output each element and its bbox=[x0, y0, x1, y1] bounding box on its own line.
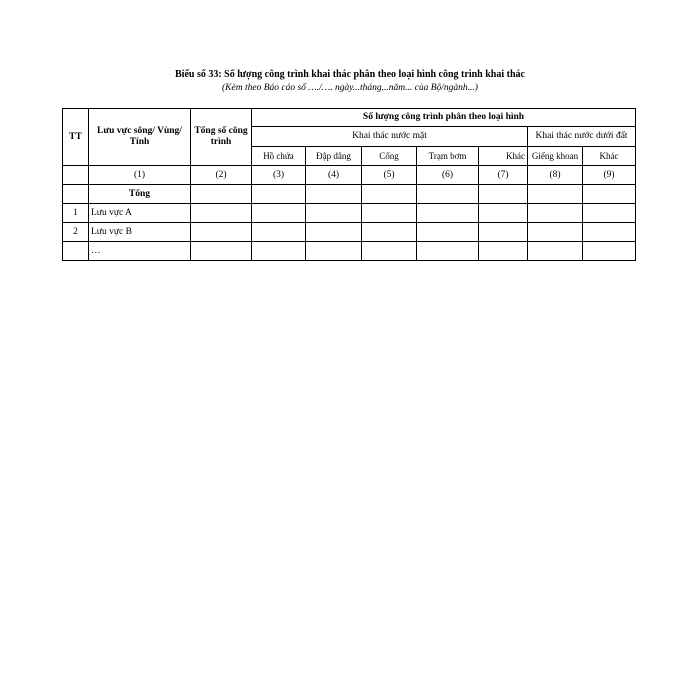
row-name: … bbox=[89, 242, 191, 261]
header-ground-other: Khác bbox=[583, 147, 636, 166]
row-tt bbox=[63, 185, 89, 204]
form-title: Biểu số 33: Số lượng công trình khai thác phân theo loại hình công trình khai thác bbox=[175, 69, 525, 80]
header-pump-station: Trạm bơm bbox=[417, 147, 479, 166]
column-number-row bbox=[63, 166, 636, 185]
col-number: (5) bbox=[362, 166, 417, 185]
col-number: (4) bbox=[306, 166, 362, 185]
col-number: (8) bbox=[528, 166, 583, 185]
row-name: Lưu vực B bbox=[89, 223, 191, 242]
header-sluice: Cống bbox=[362, 147, 417, 166]
table-row bbox=[63, 185, 636, 204]
col-number: (2) bbox=[191, 166, 252, 185]
table-row bbox=[63, 204, 636, 223]
header-tt: TT bbox=[63, 109, 89, 166]
header-ground-water: Khai thác nước dưới đất bbox=[528, 127, 636, 147]
header-weir: Đập dâng bbox=[306, 147, 362, 166]
header-basin: Lưu vực sông/ Vùng/ Tỉnh bbox=[89, 109, 191, 166]
header-surface-other: Khác bbox=[479, 147, 528, 166]
row-tt: 1 bbox=[63, 204, 89, 223]
header-by-type: Số lượng công trình phân theo loại hình bbox=[252, 109, 636, 127]
header-borehole: Giếng khoan bbox=[528, 147, 583, 166]
row-tt bbox=[63, 242, 89, 261]
col-number: (9) bbox=[583, 166, 636, 185]
col-number: (7) bbox=[479, 166, 528, 185]
col-number: (3) bbox=[252, 166, 306, 185]
header-surface-water: Khai thác nước mặt bbox=[252, 127, 528, 147]
row-name: Lưu vực A bbox=[89, 204, 191, 223]
col-number: (1) bbox=[89, 166, 191, 185]
report-table bbox=[62, 108, 636, 261]
col-number: (6) bbox=[417, 166, 479, 185]
header-total: Tổng số công trình bbox=[191, 109, 252, 166]
row-total-label: Tổng bbox=[89, 185, 191, 204]
table-row bbox=[63, 223, 636, 242]
header-reservoir: Hồ chứa bbox=[252, 147, 306, 166]
row-tt: 2 bbox=[63, 223, 89, 242]
table-row bbox=[63, 242, 636, 261]
form-subtitle: (Kèm theo Báo cáo số …./…. ngày...tháng...năm... của Bộ/ngành...) bbox=[222, 83, 478, 93]
